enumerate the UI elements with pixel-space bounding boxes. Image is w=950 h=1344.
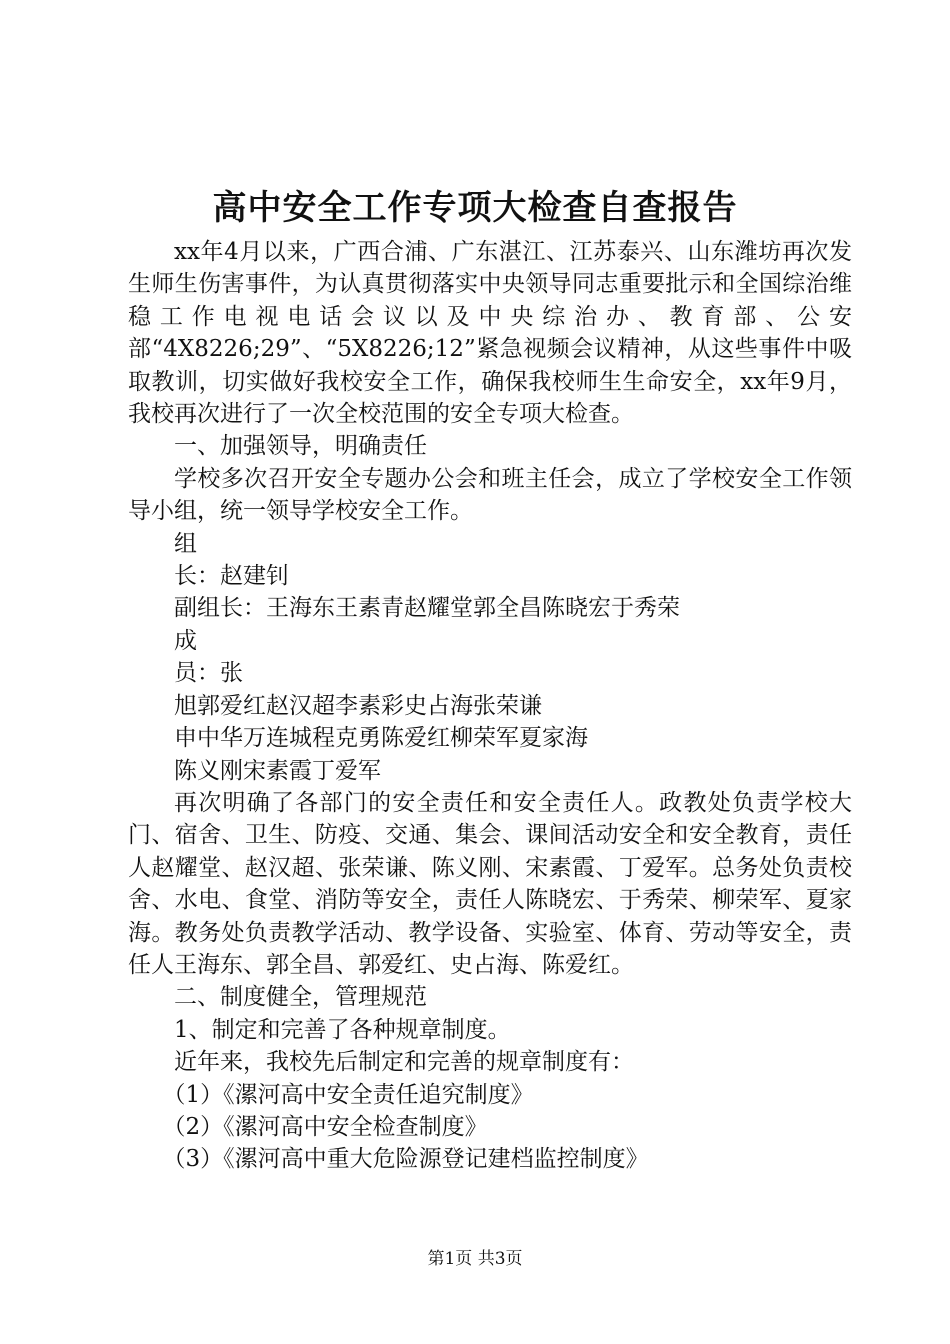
document-body (128, 236, 852, 1176)
responsibility-paragraph: 再次明确了各部门的安全责任和安全责任人。政教处负责学校大门、宿舍、卫生、防疫、交通、集会、课间活动安全和安全教育，责任人赵耀堂、赵汉超、张荣谦、陈义刚、宋素霞、丁爱军。总务处负责校舍、水电、食堂、消防等安全，责任人陈晓宏、于秀荣、柳荣军、夏家海。教务处负责教学活动、教学设备、实验室、体育、劳动等安全，责任人王海东、郭全昌、郭爱红、史占海、陈爱红。 (128, 789, 852, 978)
member-line: 旭郭爱红赵汉超李素彩史占海张荣谦 (174, 692, 542, 719)
member-line: 陈义刚宋素霞丁爱军 (174, 757, 381, 784)
section1-paragraph: 学校多次召开安全专题办公会和班主任会，成立了学校安全工作领导小组，统一领导学校安全工作。 (128, 465, 852, 525)
page-footer: 第1页 共3页 (427, 1249, 523, 1269)
member-line: 副组长：王海东王素青赵耀堂郭全昌陈晓宏于秀荣 (174, 595, 680, 622)
member-line: 申中华万连城程克勇陈爱红柳荣军夏家海 (174, 725, 588, 752)
rule-item: （3）《漯河高中重大危险源登记建档监控制度》 (162, 1146, 649, 1173)
member-line: 长：赵建钊 (174, 563, 289, 590)
intro-paragraph: xx年4月以来，广西合浦、广东湛江、江苏泰兴、山东潍坊再次发生师生伤害事件，为认真贯彻落实中央领导同志重要批示和全国综治维稳工作电视电话会议以及中央综治办、教育部、公安部“4X8226;29”、“5X8226;12”紧急视频会议精神，从这些事件中吸取教训，切实做好我校安全工作，确保我校师生生命安全，xx年9月，我校再次进行了一次全校范围的安全专项大检查。 (128, 239, 852, 428)
section-heading-2: 二、制度健全，管理规范 (174, 984, 427, 1011)
rule-item: （1）《漯河高中安全责任追究制度》 (162, 1081, 534, 1108)
section2-subheading: 1、制定和完善了各种规章制度。 (174, 1016, 511, 1043)
member-line: 成 (174, 627, 197, 654)
rule-item: （2）《漯河高中安全检查制度》 (162, 1113, 488, 1140)
member-line: 员：张 (174, 660, 243, 687)
member-line: 组 (174, 530, 197, 557)
document-title: 高中安全工作专项大检查自查报告 (212, 188, 738, 228)
section2-paragraph: 近年来，我校先后制定和完善的规章制度有： (174, 1049, 634, 1076)
section-heading-1: 一、加强领导，明确责任 (174, 433, 427, 460)
